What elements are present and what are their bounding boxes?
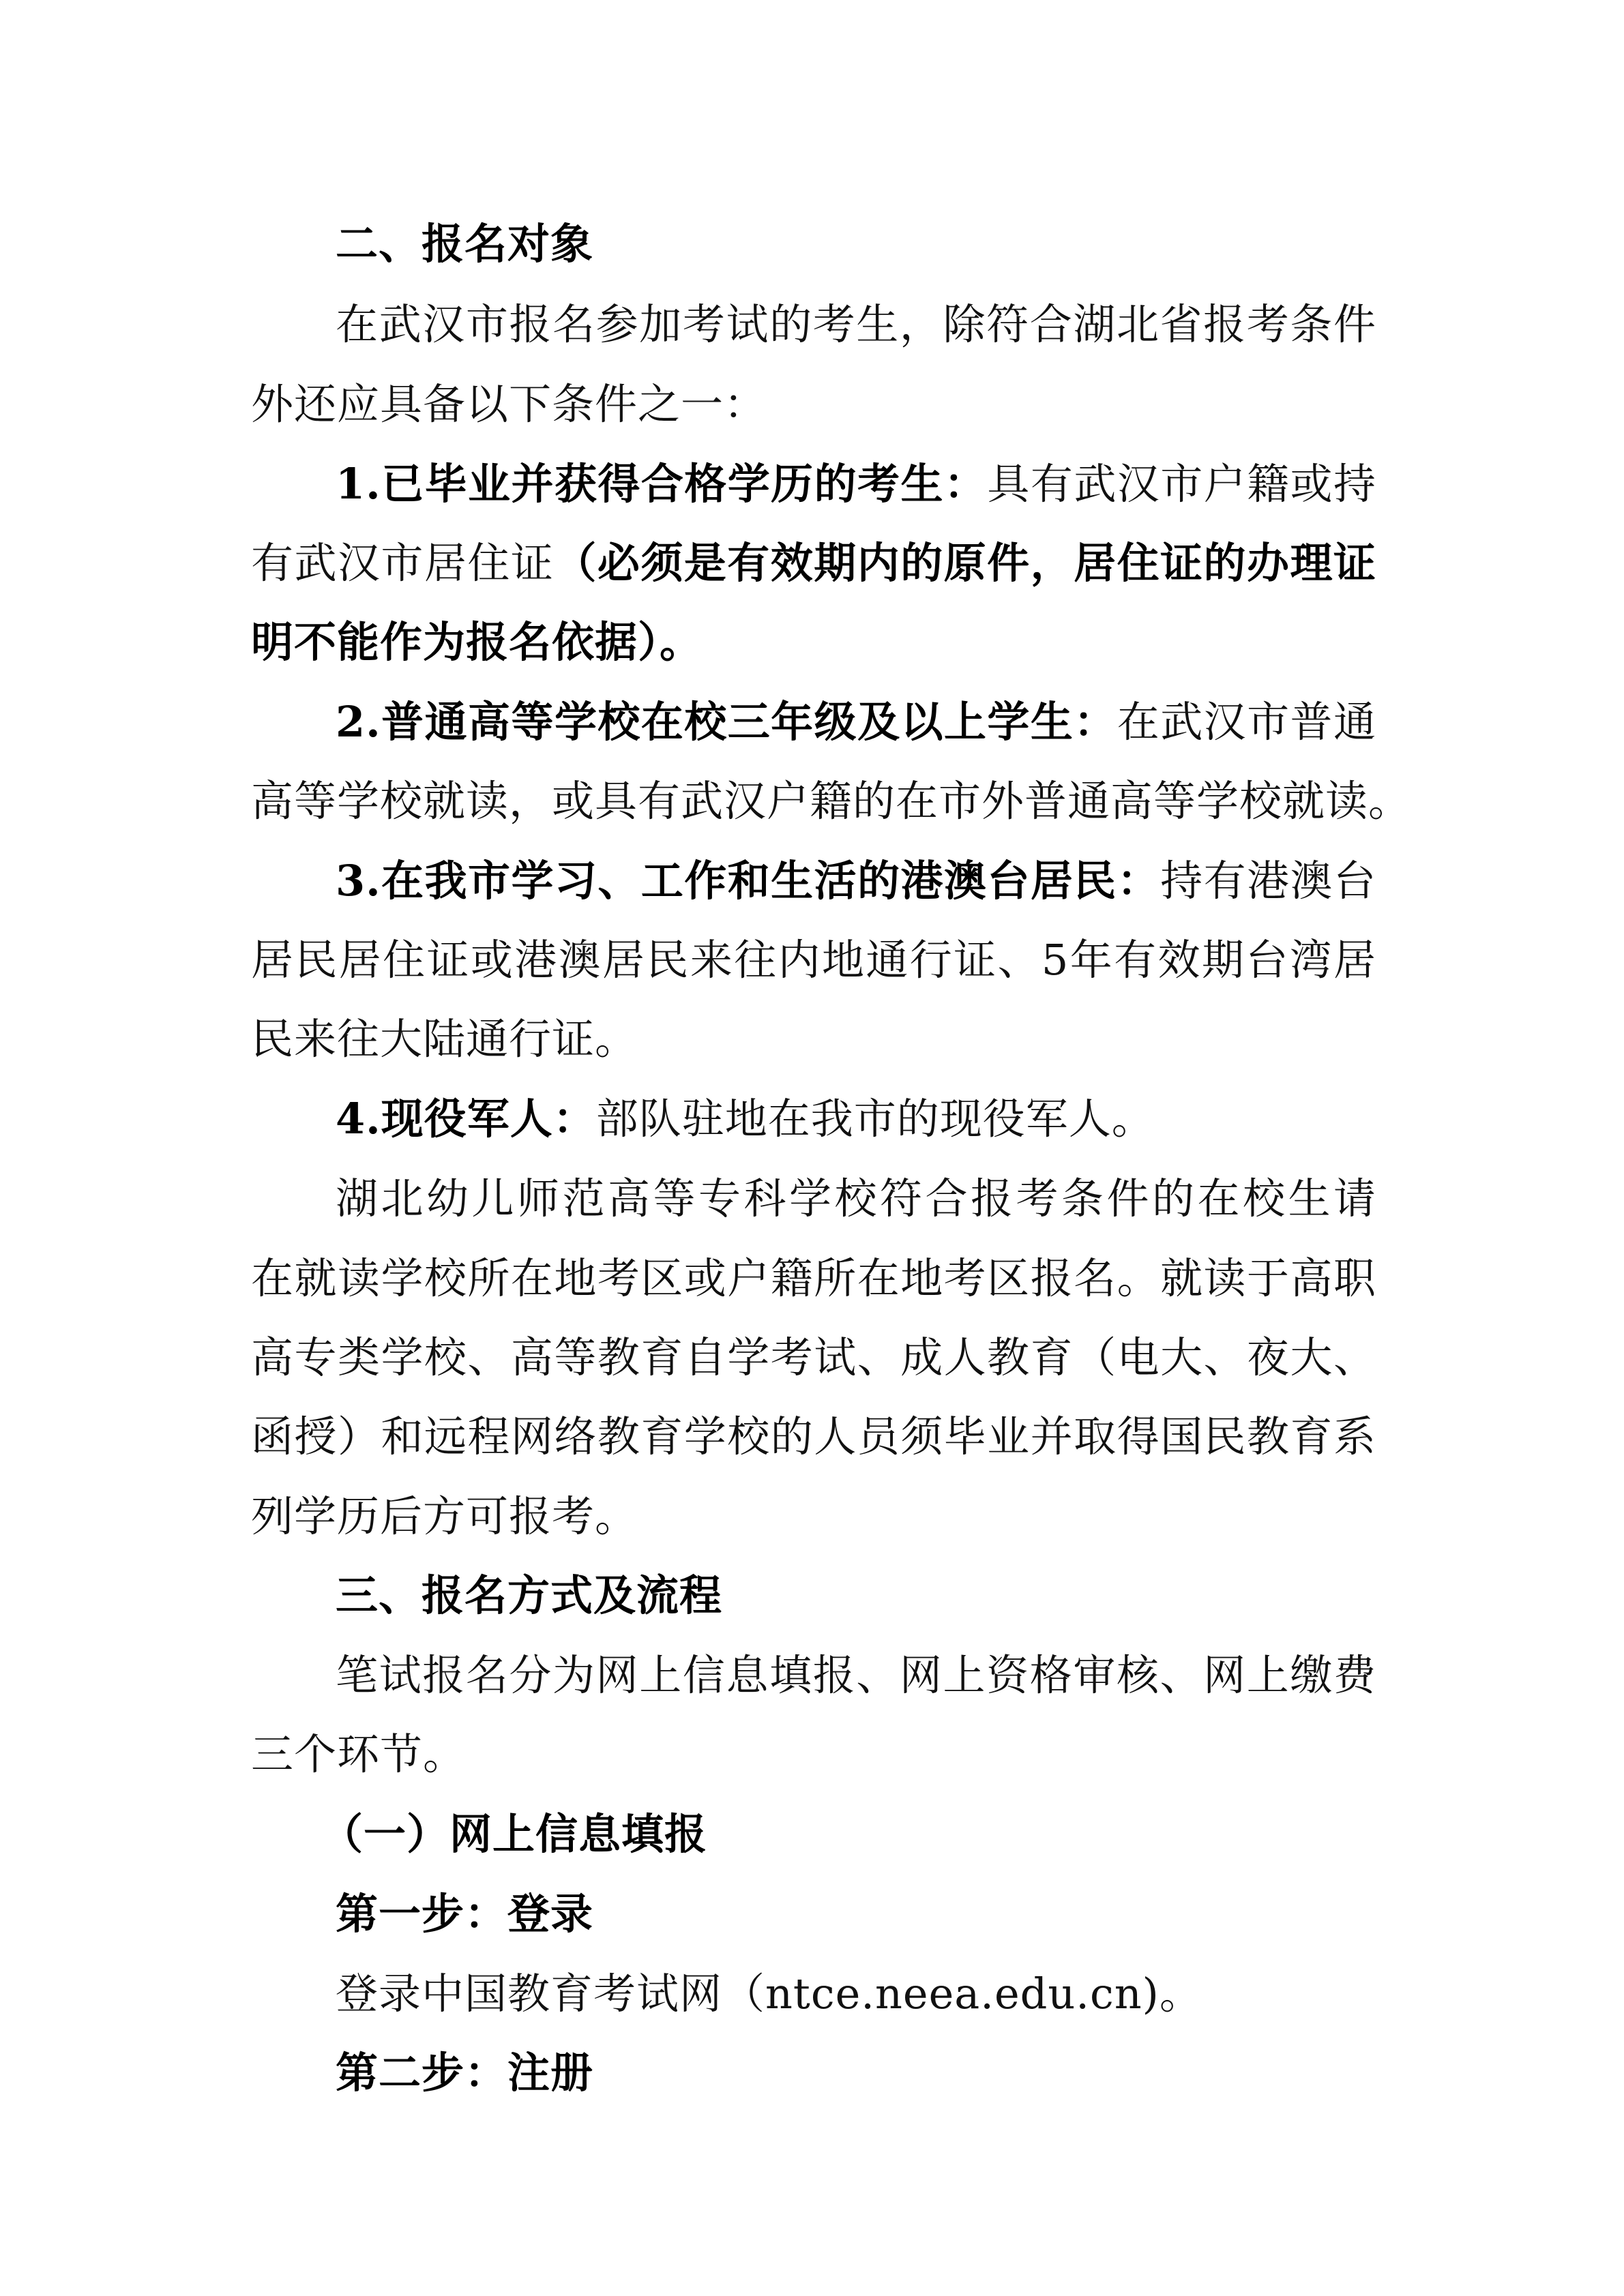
section-heading-registration-process: 三、报名方式及流程 <box>336 1570 723 1620</box>
condition-1-line <box>251 536 1376 591</box>
condition-2-line: 高等学校就读，或具有武汉户籍的在市外普通高等学校就读。 <box>251 776 1412 826</box>
condition-1-bold-note: 明不能作为报名依据）。 <box>251 617 703 667</box>
step-2-title: 第二步：注册 <box>336 2048 594 2098</box>
note-line: 函授）和远程网络教育学校的人员须毕业并取得国民教育系 <box>251 1412 1376 1461</box>
condition-3-label: 3.在我市学习、工作和生活的港澳台居民： <box>336 856 1161 906</box>
paragraph-line: 三个环节。 <box>251 1729 467 1779</box>
subsection-heading-online-info: （一）网上信息填报 <box>321 1809 708 1859</box>
condition-1-bold-note: （必须是有效期内的原件，居住证的办理证 <box>554 538 1376 588</box>
step-1-title: 第一步：登录 <box>336 1889 594 1939</box>
section-heading-registration-target: 二、报名对象 <box>336 219 594 269</box>
condition-2-line <box>336 695 1376 749</box>
condition-4-label: 4.现役军人： <box>336 1094 596 1144</box>
condition-1-text: 具有武汉市户籍或持 <box>987 459 1376 509</box>
condition-1-text: 有武汉市居住证 <box>251 538 555 588</box>
condition-3-text: 持有港澳台 <box>1160 856 1376 906</box>
condition-3-line <box>336 854 1376 908</box>
note-line: 湖北幼儿师范高等专科学校符合报考条件的在校生请 <box>336 1174 1376 1223</box>
condition-2-text: 在武汉市普通 <box>1117 697 1376 747</box>
condition-4-text: 部队驻地在我市的现役军人。 <box>595 1094 1155 1144</box>
step-1-text: 登录中国教育考试网（ntce.neea.edu.cn)。 <box>336 1969 1202 2018</box>
condition-1-line <box>336 457 1376 511</box>
condition-3-line: 民来往大陆通行证。 <box>251 1014 638 1064</box>
note-line: 高专类学校、高等教育自学考试、成人教育（电大、夜大、 <box>251 1332 1376 1382</box>
paragraph-line: 在武汉市报名参加考试的考生，除符合湖北省报考条件 <box>336 299 1376 349</box>
condition-4-line <box>336 1092 1376 1146</box>
condition-1-label: 1.已毕业并获得合格学历的考生： <box>336 459 988 509</box>
condition-3-line: 居民居住证或港澳居民来往内地通行证、5年有效期台湾居 <box>251 935 1376 985</box>
note-line: 列学历后方可报考。 <box>251 1491 638 1541</box>
paragraph-line: 笔试报名分为网上信息填报、网上资格审核、网上缴费 <box>336 1650 1376 1700</box>
paragraph-line: 外还应具备以下条件之一： <box>251 379 767 429</box>
note-line: 在就读学校所在地考区或户籍所在地考区报名。就读于高职 <box>251 1253 1376 1303</box>
condition-2-label: 2.普通高等学校在校三年级及以上学生： <box>336 697 1117 747</box>
